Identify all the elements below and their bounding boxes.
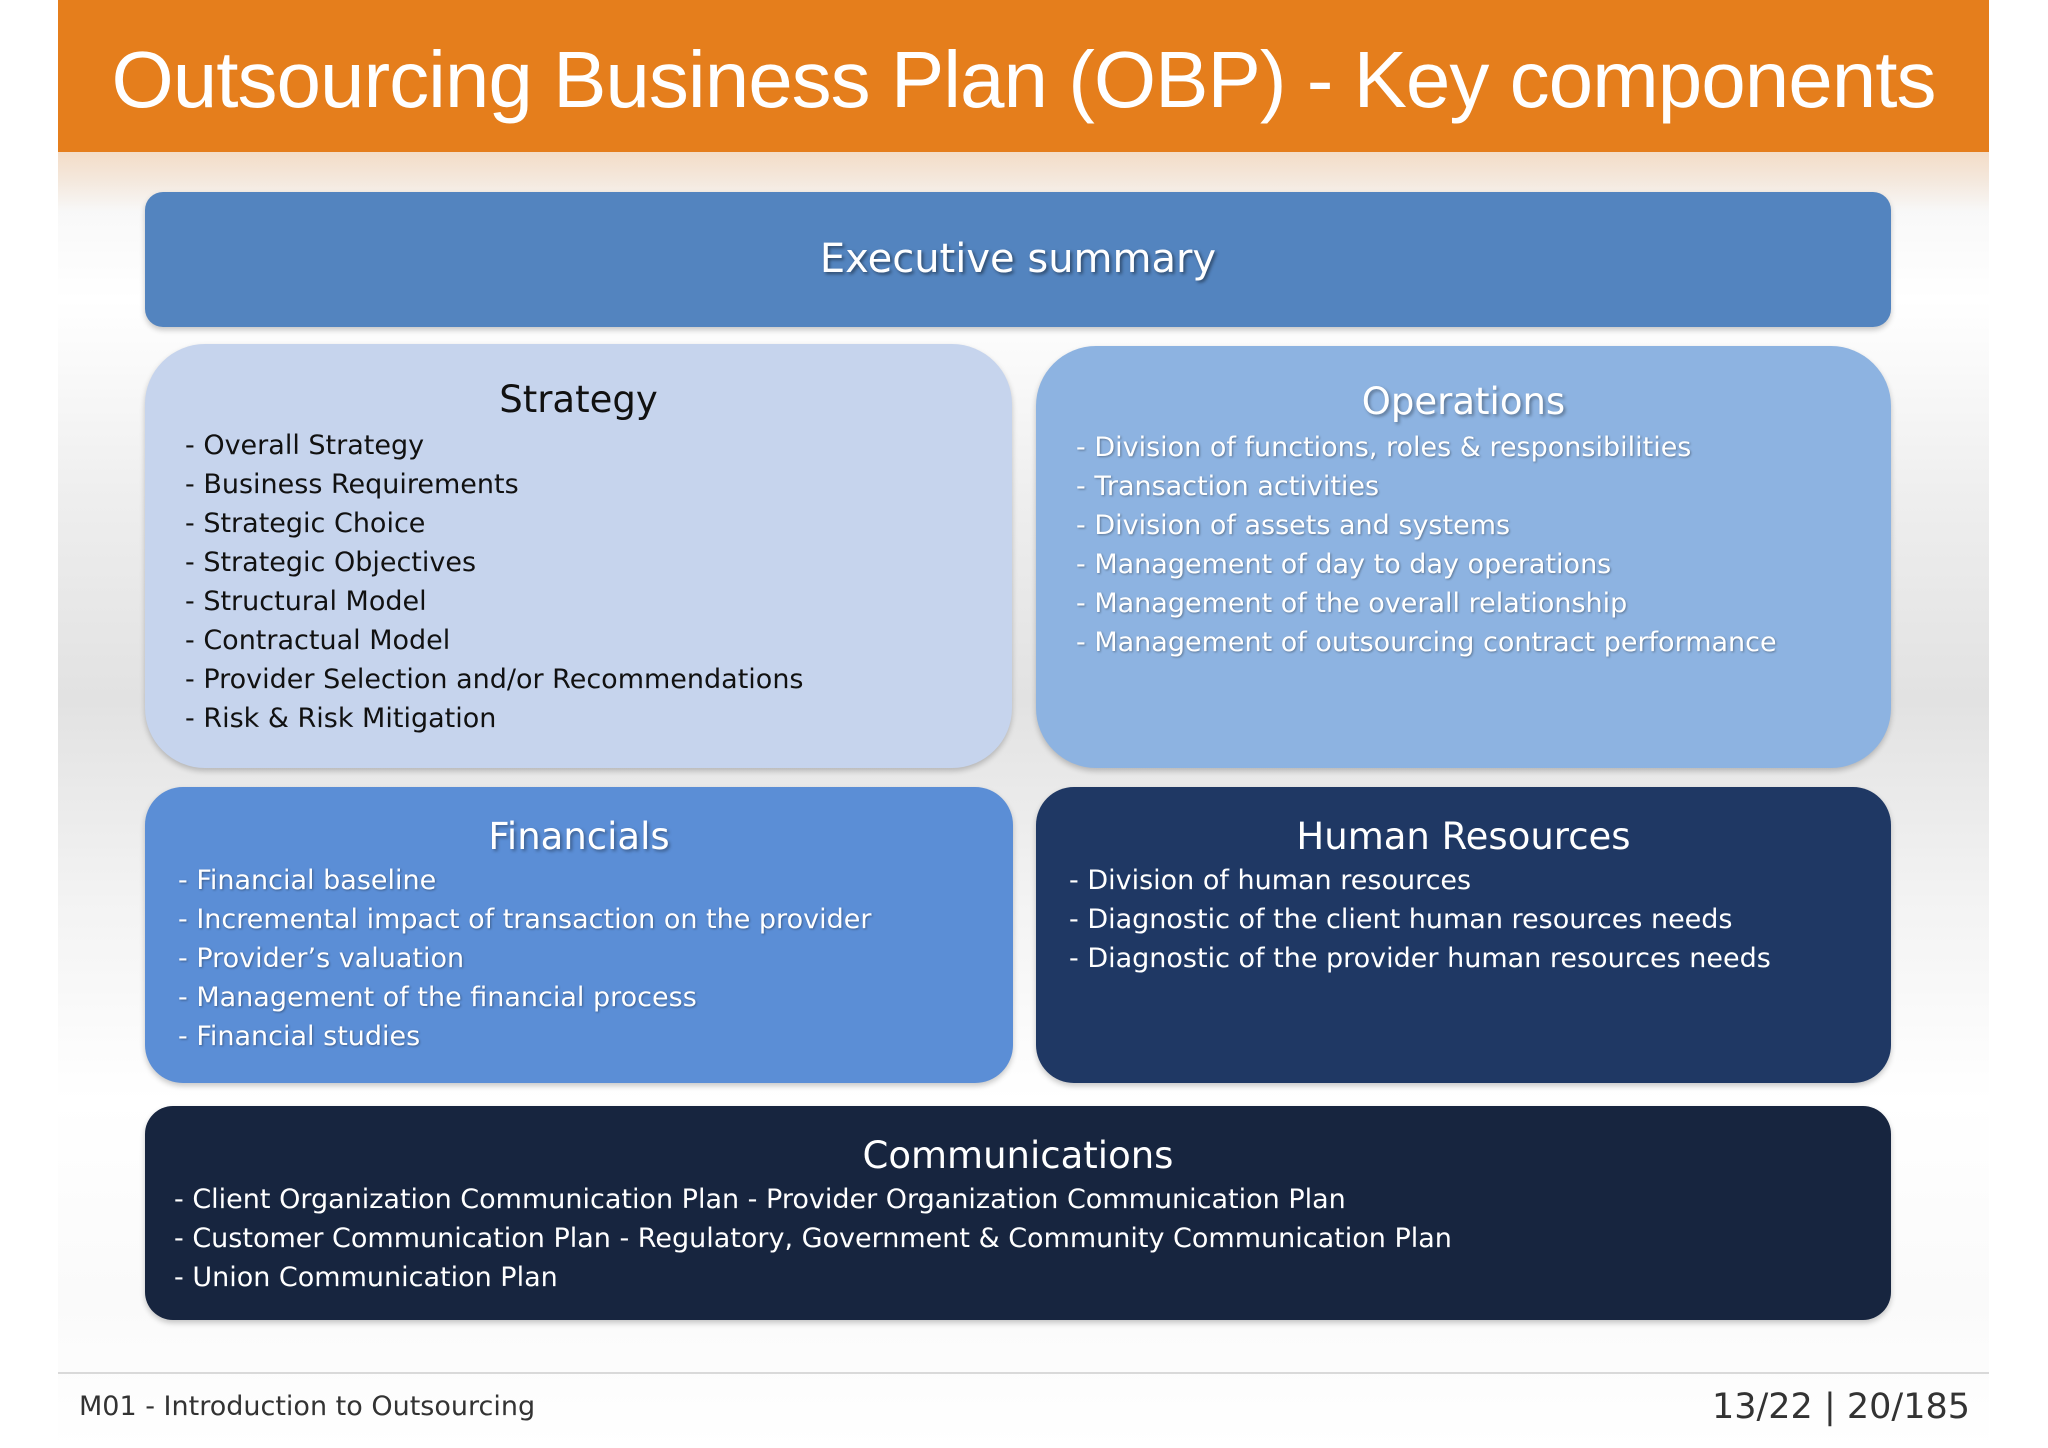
strategy-item: - Business Requirements <box>185 469 519 500</box>
communications-item: - Customer Communication Plan - Regulatory, Government & Community Communication Plan <box>174 1223 1452 1254</box>
strategy-item: - Contractual Model <box>185 625 451 656</box>
title-bar <box>58 0 1989 152</box>
strategy-list <box>185 426 1012 738</box>
communications-box <box>145 1106 1891 1320</box>
strategy-item: - Provider Selection and/or Recommendations <box>185 664 804 695</box>
communications-list <box>174 1180 1891 1297</box>
financials-heading: Financials <box>488 815 670 858</box>
communications-item: - Union Communication Plan <box>174 1262 558 1293</box>
operations-heading: Operations <box>1361 380 1566 423</box>
human-resources-item: - Diagnostic of the provider human resources needs <box>1069 943 1771 974</box>
communications-item: - Client Organization Communication Plan - Provider Organization Communication Plan <box>174 1184 1346 1215</box>
footer-module-label: M01 - Introduction to Outsourcing <box>79 1391 536 1422</box>
operations-item: - Management of the overall relationship <box>1076 588 1628 619</box>
financials-item: - Financial studies <box>178 1021 421 1052</box>
human-resources-item: - Division of human resources <box>1069 865 1472 896</box>
operations-item: - Transaction activities <box>1076 471 1380 502</box>
financials-list <box>178 861 1013 1056</box>
human-resources-list <box>1069 861 1891 978</box>
operations-item: - Management of outsourcing contract performance <box>1076 627 1777 658</box>
footer-page-number: 13/22 | 20/185 <box>1711 1387 1970 1427</box>
strategy-item: - Structural Model <box>185 586 427 617</box>
human-resources-heading: Human Resources <box>1296 815 1631 858</box>
financials-item: - Management of the financial process <box>178 982 697 1013</box>
strategy-box <box>145 344 1012 768</box>
executive-summary-heading: Executive summary <box>819 236 1217 282</box>
operations-box <box>1036 346 1891 768</box>
operations-list <box>1076 428 1891 662</box>
financials-box <box>145 787 1013 1083</box>
operations-item: - Division of functions, roles & responsibilities <box>1076 432 1692 463</box>
financials-item: - Provider’s valuation <box>178 943 465 974</box>
strategy-item: - Strategic Choice <box>185 508 426 539</box>
human-resources-item: - Diagnostic of the client human resources needs <box>1069 904 1733 935</box>
strategy-item: - Risk & Risk Mitigation <box>185 703 497 734</box>
financials-item: - Incremental impact of transaction on the provider <box>178 904 872 935</box>
strategy-heading: Strategy <box>499 378 658 421</box>
slide-title: Outsourcing Business Plan (OBP) - Key components <box>111 35 1936 124</box>
footer-divider <box>58 1372 1989 1374</box>
operations-item: - Division of assets and systems <box>1076 510 1511 541</box>
operations-item: - Management of day to day operations <box>1076 549 1612 580</box>
strategy-item: - Strategic Objectives <box>185 547 477 578</box>
human-resources-box <box>1036 787 1891 1083</box>
communications-heading: Communications <box>862 1134 1174 1177</box>
financials-item: - Financial baseline <box>178 865 437 896</box>
executive-summary-box <box>145 192 1891 327</box>
strategy-item: - Overall Strategy <box>185 430 425 461</box>
